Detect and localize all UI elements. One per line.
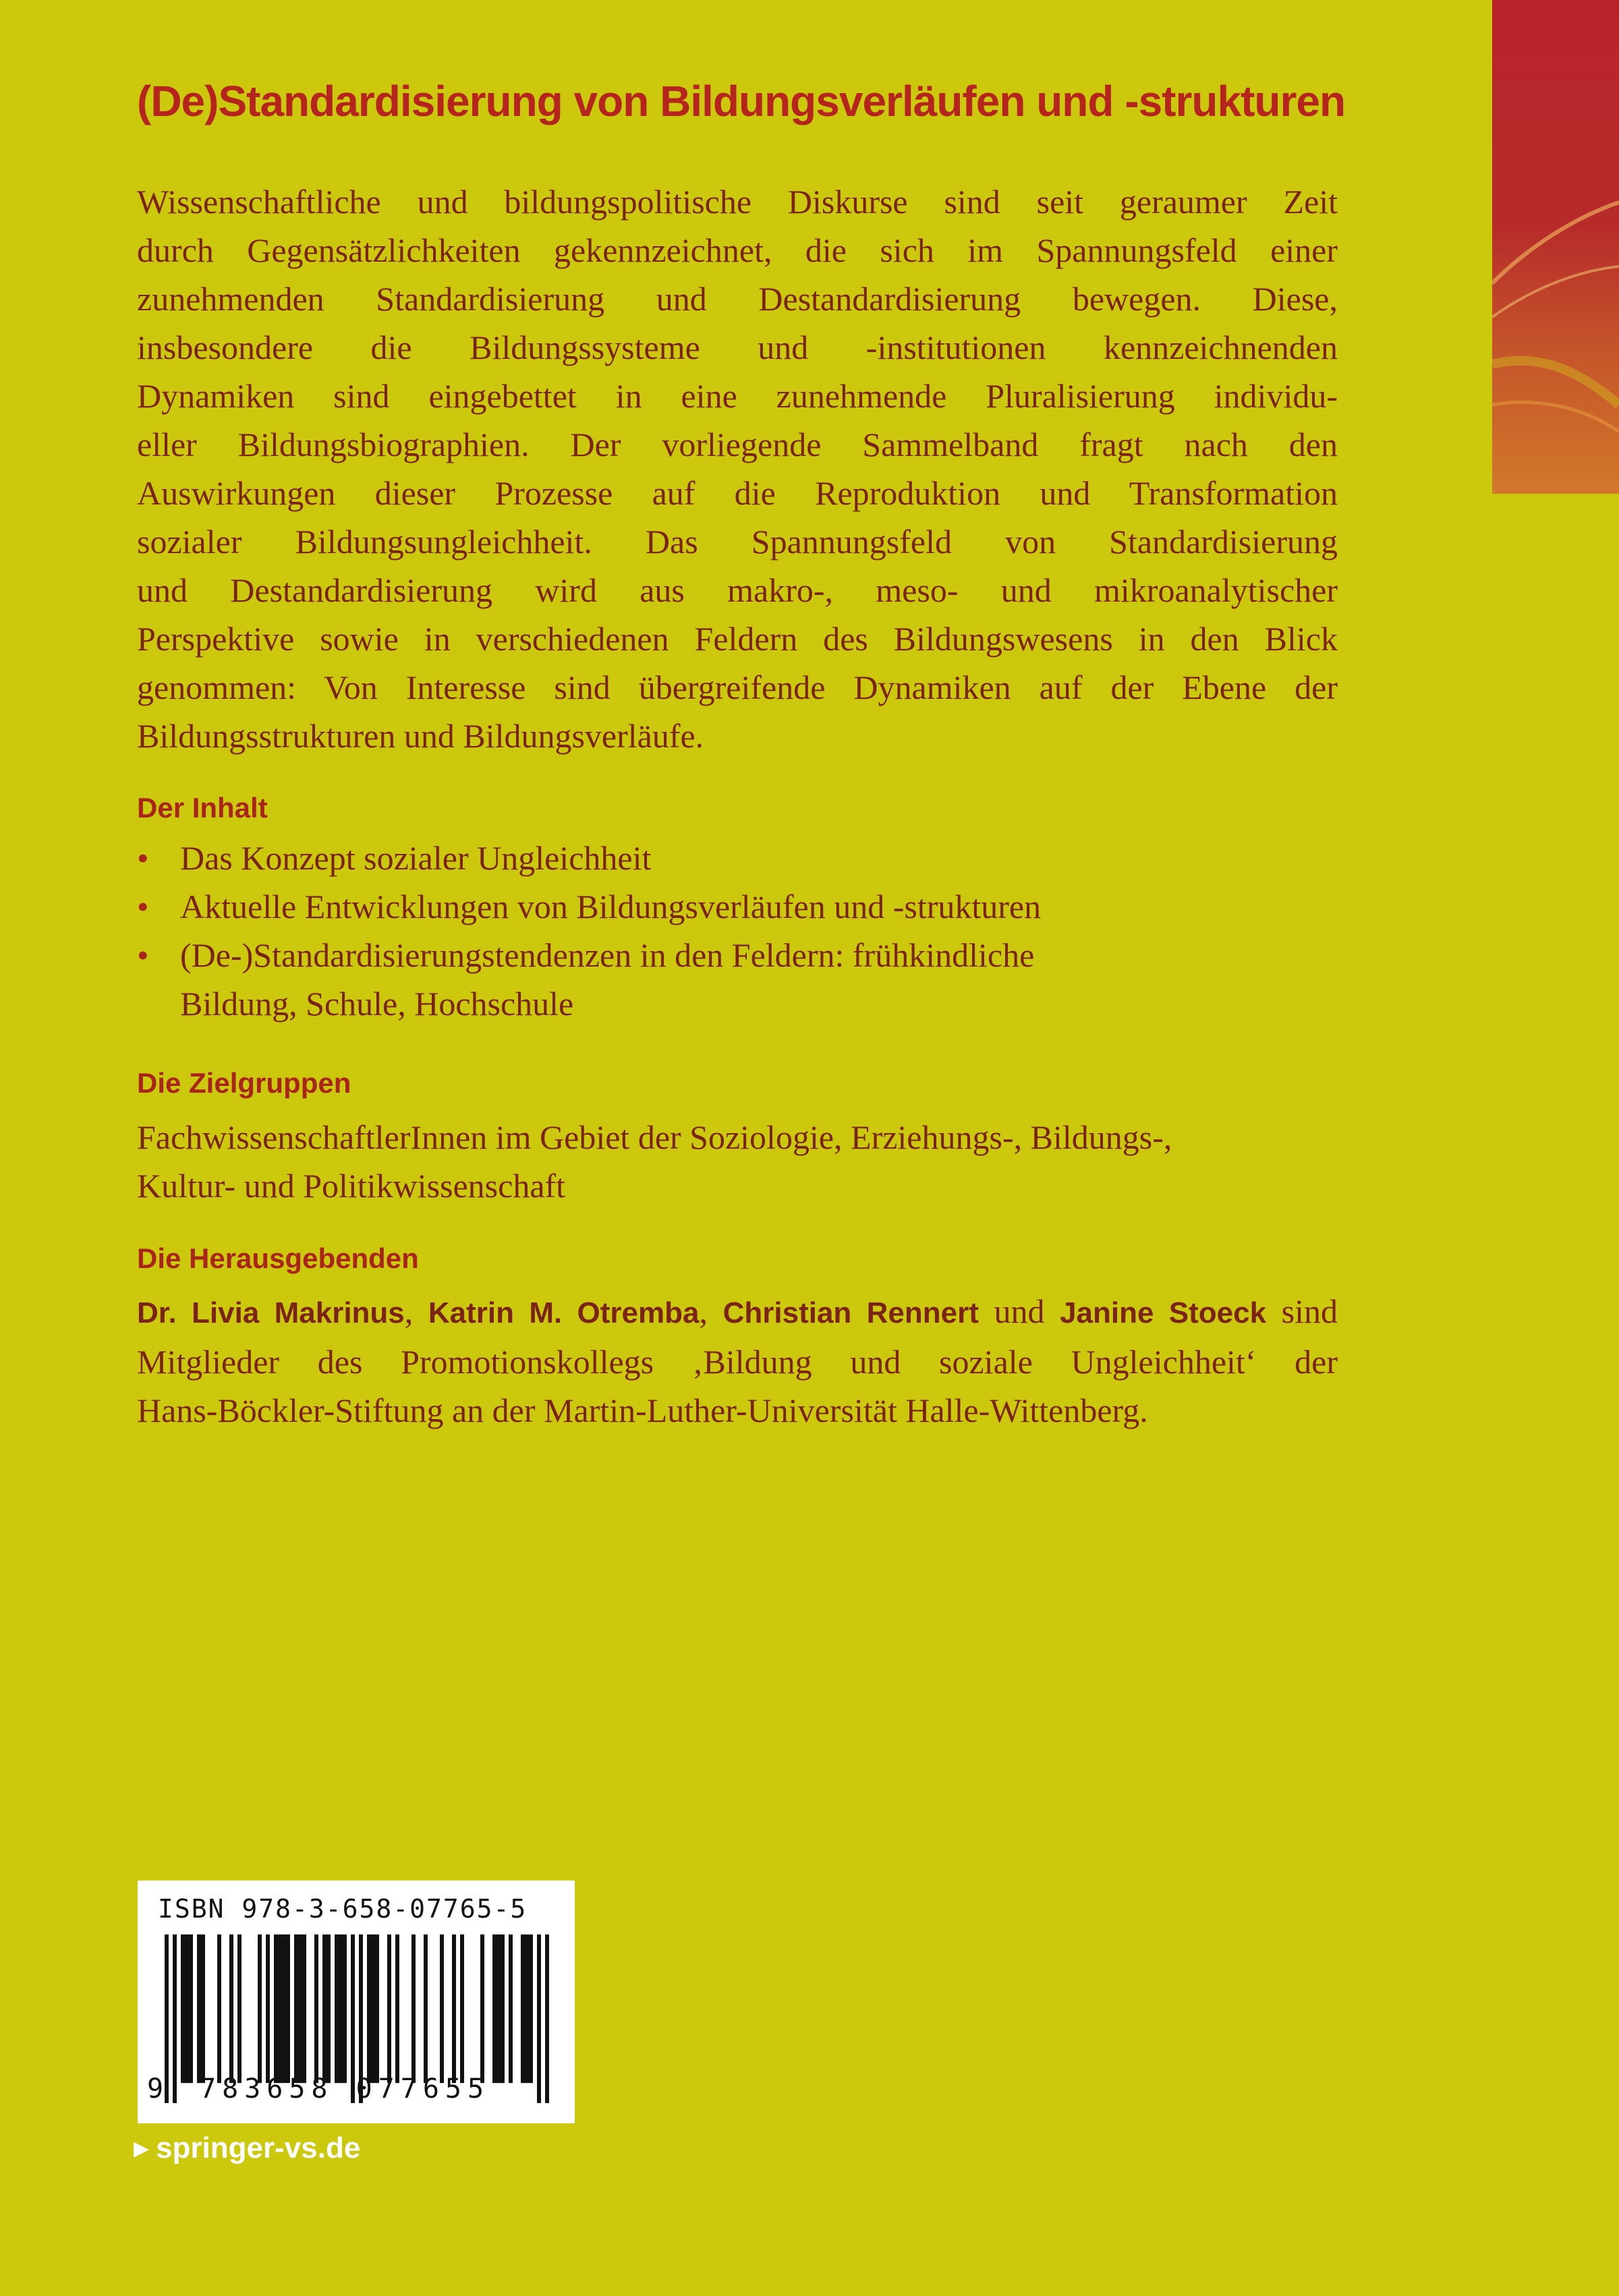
- blurb-line: eller Bildungsbiographien. Der vorliegende Sammelband fragt nach den: [137, 426, 1338, 463]
- blurb-line: Perspektive sowie in verschiedenen Feldern des Bildungswesens in den Blick: [137, 620, 1338, 658]
- publisher-website[interactable]: [134, 2131, 360, 2165]
- barcode-bar: [387, 1934, 391, 2083]
- editors-line: [137, 1287, 1338, 1338]
- list-item-text: (De-)Standardisierungstendenzen in den Feldern: frühkindliche: [180, 936, 1035, 974]
- barcode-bar: [322, 1934, 326, 2083]
- barcode-bar: [440, 1934, 444, 2083]
- blurb-line: Auswirkungen dieser Prozesse auf die Reproduktion und Transformation: [137, 474, 1338, 512]
- blurb-line: genommen: Von Interesse sind übergreifende Dynamiken auf der Ebene der: [137, 668, 1338, 706]
- editor-separator: und: [978, 1292, 1060, 1330]
- barcode-bar: [521, 1934, 525, 2083]
- barcode-bar: [278, 1934, 282, 2083]
- barcode-bar: [286, 1934, 290, 2083]
- barcode-bar: [424, 1934, 428, 2083]
- barcode-bar: [335, 1934, 339, 2083]
- barcode-bar: [185, 1934, 189, 2083]
- blurb-line: zunehmenden Standardisierung und Destandardisierung bewegen. Diese,: [137, 280, 1338, 318]
- editor-name: Christian Rennert: [722, 1296, 979, 1329]
- section-heading-herausgebende: Die Herausgebenden: [137, 1242, 419, 1274]
- barcode-bar: [509, 1934, 513, 2083]
- barcode-bar: [282, 1934, 286, 2083]
- book-title: (De)Standardisierung von Bildungsverläufen und -strukturen: [137, 77, 1346, 125]
- blurb-line: Wissenschaftliche und bildungspolitische Diskurse sind seit geraumer Zeit: [137, 183, 1338, 221]
- barcode-bar: [197, 1934, 201, 2083]
- barcode-bar: [274, 1934, 278, 2083]
- editor-separator: ,: [699, 1292, 723, 1330]
- section-heading-zielgruppen: Die Zielgruppen: [137, 1067, 351, 1099]
- barcode-bar: [411, 1934, 416, 2083]
- editors-text: [137, 1287, 1338, 1435]
- barcode-bar: [501, 1934, 505, 2083]
- target-groups-line: Kultur- und Politikwissenschaft: [137, 1167, 566, 1205]
- barcode-bar: [545, 1934, 549, 2103]
- list-item-text: Bildung, Schule, Hochschule: [180, 985, 574, 1023]
- editors-line-tail: sind: [1266, 1292, 1338, 1330]
- barcode-bar: [375, 1934, 379, 2083]
- isbn-barcode-box: [138, 1881, 575, 2123]
- barcode-bar: [314, 1934, 318, 2083]
- ean-digits: 783658 077655: [200, 2073, 490, 2104]
- barcode-bar: [237, 1934, 242, 2083]
- list-item-text: Aktuelle Entwicklungen von Bildungsverläufen und -strukturen: [180, 888, 1042, 925]
- barcode-bar: [371, 1934, 375, 2083]
- barcode-bar: [460, 1934, 464, 2083]
- arrow-right-icon: ▶: [134, 2137, 150, 2160]
- barcode-bar: [339, 1934, 343, 2083]
- corner-graphic: [1492, 0, 1619, 494]
- barcode-bar: [525, 1934, 529, 2083]
- content-list: [137, 834, 1338, 1028]
- barcode-bar: [496, 1934, 501, 2083]
- barcode-bar: [165, 1934, 169, 2103]
- list-item: [137, 834, 1338, 882]
- website-text: springer-vs.de: [156, 2131, 361, 2164]
- bullet-icon: •: [137, 936, 149, 974]
- barcode-bar: [181, 1934, 185, 2083]
- editor-name: Janine Stoeck: [1060, 1296, 1267, 1329]
- blurb-line: insbesondere die Bildungssysteme und -institutionen kennzeichnenden: [137, 328, 1338, 366]
- blurb-line: durch Gegensätzlichkeiten gekennzeichnet, die sich im Spannungsfeld einer: [137, 231, 1338, 269]
- barcode-bar: [452, 1934, 456, 2083]
- barcode-bar: [302, 1934, 306, 2083]
- bullet-icon: •: [137, 839, 149, 877]
- barcode-bar: [492, 1934, 496, 2083]
- editors-line: Hans-Böckler-Stiftung an der Martin-Luther-Universität Halle-Wittenberg.: [137, 1391, 1148, 1429]
- barcode-bar: [367, 1934, 371, 2083]
- blurb-line: und Destandardisierung wird aus makro-, meso- und mikroanalytischer: [137, 571, 1338, 609]
- barcode-bar: [480, 1934, 484, 2083]
- barcode-bar: [173, 1934, 177, 2103]
- isbn-label: ISBN 978-3-658-07765-5: [158, 1894, 528, 1924]
- barcode-bar: [343, 1934, 347, 2083]
- barcode-bar: [189, 1934, 193, 2083]
- barcode-bar: [395, 1934, 399, 2083]
- barcode-bar: [229, 1934, 233, 2083]
- blurb-line: sozialer Bildungsungleichheit. Das Spannungsfeld von Standardisierung: [137, 523, 1338, 561]
- barcode-bar: [537, 1934, 541, 2103]
- list-item: [137, 931, 1338, 1028]
- barcode-bar: [326, 1934, 331, 2083]
- bullet-icon: •: [137, 888, 149, 925]
- list-item: [137, 882, 1338, 931]
- barcode-bar: [201, 1934, 205, 2083]
- barcode-bar: [298, 1934, 302, 2083]
- barcode-bar: [529, 1934, 533, 2083]
- barcode-bar: [258, 1934, 262, 2083]
- target-groups-line: FachwissenschaftlerInnen im Gebiet der Soziologie, Erziehungs-, Bildungs-,: [137, 1118, 1172, 1156]
- editors-line: Mitglieder des Promotionskollegs ‚Bildung und soziale Ungleichheit‘ der: [137, 1343, 1338, 1381]
- target-groups-text: [137, 1113, 1338, 1210]
- editor-separator: ,: [404, 1292, 428, 1330]
- blurb-paragraph: [137, 177, 1338, 760]
- section-heading-inhalt: Der Inhalt: [137, 792, 268, 824]
- blurb-line: Dynamiken sind eingebettet in eine zunehmende Pluralisierung individu-: [137, 377, 1338, 415]
- editor-name: Katrin M. Otremba: [428, 1296, 700, 1329]
- list-item-text: Das Konzept sozialer Ungleichheit: [180, 839, 652, 877]
- editor-name: Dr. Livia Makrinus: [137, 1296, 405, 1329]
- ean-first-digit: 9: [147, 2073, 164, 2104]
- barcode-bar: [266, 1934, 270, 2083]
- barcode-bar: [217, 1934, 221, 2083]
- blurb-line: Bildungsstrukturen und Bildungsverläufe.: [137, 717, 704, 755]
- barcode-bar: [294, 1934, 298, 2083]
